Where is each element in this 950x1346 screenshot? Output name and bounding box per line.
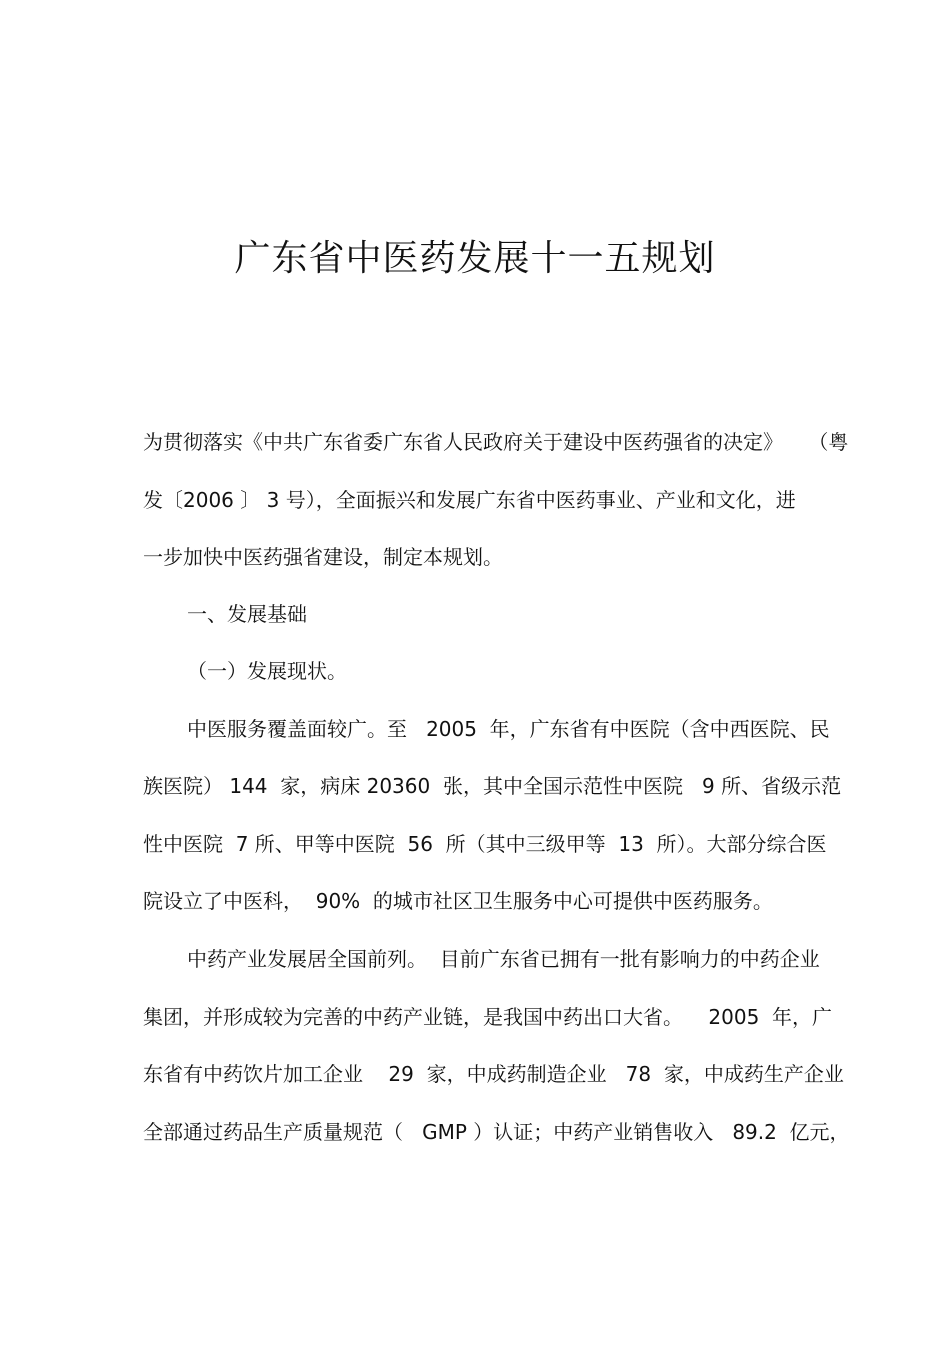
paragraph-line: 中医服务覆盖面较广。至 2005 年，广东省有中医院（含中西医院、民	[187, 717, 830, 741]
subsection-heading: （一）发展现状。	[187, 659, 347, 683]
paragraph-line: 集团，并形成较为完善的中药产业链，是我国中药出口大省。 2005 年，广	[143, 1005, 833, 1029]
paragraph-line: 族医院） 144 家，病床 20360 张，其中全国示范性中医院 9 所、省级示范	[143, 774, 842, 798]
paragraph-line: 为贯彻落实《中共广东省委广东省人民政府关于建设中医药强省的决定》 （粤	[143, 430, 849, 454]
paragraph-line: 院设立了中医科， 90% 的城市社区卫生服务中心可提供中医药服务。	[143, 889, 773, 913]
paragraph-line: 一步加快中医药强省建设，制定本规划。	[143, 545, 503, 569]
paragraph-line: 性中医院 7 所、甲等中医院 56 所（其中三级甲等 13 所）。大部分综合医	[143, 832, 827, 856]
document-title: 广东省中医药发展十一五规划	[234, 238, 716, 279]
paragraph-line: 全部通过药品生产质量规范（ GMP ）认证；中药产业销售收入 89.2 亿元，	[143, 1120, 850, 1144]
paragraph-line: 东省有中药饮片加工企业 29 家，中成药制造企业 78 家，中成药生产企业	[143, 1062, 844, 1086]
section-heading: 一、发展基础	[187, 602, 307, 626]
paragraph-line: 中药产业发展居全国前列。 目前广东省已拥有一批有影响力的中药企业	[187, 947, 820, 971]
paragraph-line: 发〔2006 〕 3 号），全面振兴和发展广东省中医药事业、产业和文化，进	[143, 488, 796, 512]
